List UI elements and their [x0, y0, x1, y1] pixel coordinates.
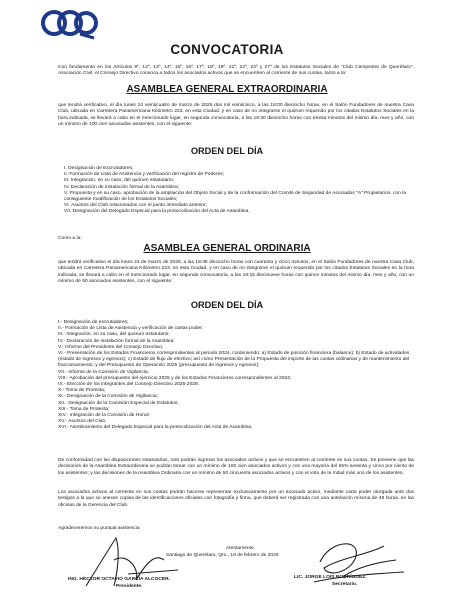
agenda-item: XII.- Designación de la Comisión Especial de Estatutos; [58, 400, 179, 406]
agenda-item: VII. Designación del Delegado Especial para la protocolización del Acta de Asamblea. [64, 209, 250, 215]
club-logo-icon [40, 6, 98, 40]
signatory-president-role: Presidente. [116, 584, 143, 589]
agenda-item: II. Formación de Lista de Asistencia y verificación del registro de Poderes; [64, 172, 225, 178]
closing-place-date: Santiago de Querétaro, Qro., 19 de febrero de 2025 [166, 553, 279, 558]
conformidad-paragraph: De conformidad con las disposiciones estatutarias, solo podrán ingresar los asociados activos y que se encuentren al corriente en sus cuotas. Se previene que las decisiones de la Asamblea Extraordinaria se podrán tomar con un mínimo de 100 cien asociados activos y con una mayoría del 65% sesenta y cinco por ciento de los asistentes; y las decisiones de la Asamblea Ordinaria con un mínimo de 50 cincuenta asociados activos y con el voto de la mitad más uno de los asistentes. [58, 458, 414, 476]
ordinaria-agenda-title: ORDEN DEL DÍA [190, 300, 264, 310]
agenda-item: II.- Formación de Lista de Asistencia y verificación de cartas poder; [58, 326, 204, 332]
signatory-president-name: ING. HÉCTOR OCTAVIO GARCÍA ALCOCER. [68, 577, 171, 582]
agenda-item: I.- Designación de escrutadores; [58, 320, 129, 325]
representacion-paragraph: Los asociados activos al corriente en sus cuotas podrán hacerse representar exclusivamente por un asociado activo, mediante carta poder otorgada ante dos testigos a la que se anexen copias de las identificaciones oficiales con fotografía y firma, que deberá ser registrada con una antelación mínima de 48 horas, en las oficinas de la Gerencia del Club. [58, 490, 414, 508]
agenda-item: VI. Asuntos del Club relacionados con el punto inmediato anterior; [64, 203, 208, 209]
agenda-item: IV.- Declaración de instalación formal de la Asamblea; [58, 338, 175, 344]
agenda-item: VIII.- Aprobación del presupuesto del ejercicio 2025 y de los Estados Financieros correspondientes al 2024; [58, 375, 292, 381]
intro-paragraph: Con fundamento en los Artículos 9º, 12º, 13º, 14º, 15º, 16º, 17º, 18º, 19º, 21º, 22º, 23º y 27º de los Estatutos Sociales de "Club Campestre de Querétaro", Asociación Civil, el Consejo Directivo convoca a todos los asociados activos que se encuentren al corriente de sus cuotas, tanto a la: [58, 65, 414, 77]
agenda-item: XIV.- Integración de la Comisión de Honor; [58, 413, 151, 419]
agenda-item: XV.- Asuntos del Club. [58, 419, 107, 425]
agenda-item: V.- Informe del Presidente del Consejo Directivo; [58, 344, 164, 350]
agenda-item: IX.- Elección de los integrantes del Consejo Directivo 2025-2028; [58, 382, 200, 388]
extraordinaria-agenda-title: ORDEN DEL DÍA [190, 146, 264, 156]
ordinaria-heading: ASAMBLEA GENERAL ORDINARIA [143, 243, 311, 254]
agenda-item: VI.- Presentación de los Estados Financieros correspondientes al periodo 2024, conteniendo: a) Estado de posición financiera (balance); b) Estado de actividades (estado de ingresos y egresos); c) Estado de flujo de efectivo; así como Presentación de la Propuesta del importe de las cuotas ordinarias y de mantenimiento del fraccionamiento; y del Presupuesto de Operación 2025 (presupuesto de ingresos y egresos); [58, 351, 410, 369]
signatory-secretary-role: Secretario. [332, 582, 358, 587]
agenda-item: IV. Declaración de instalación formal de la Asamblea; [64, 184, 180, 190]
extraordinaria-agenda [64, 166, 414, 216]
agenda-item: III. Integración, en su caso, del quórum estatutario; [64, 178, 175, 184]
page-title: CONVOCATORIA [170, 42, 284, 57]
agenda-item: V. Propuesta y en su caso, aprobación de la ampliación del Objeto Social y de la conformación del Comité de Seguridad de Asociados "A" Propietarios, con la consiguiente modificación de los Estatutos Sociales; [64, 190, 407, 203]
ordinaria-body: que tendrá verificativo el día lunes 24 de marzo de 2025, a las 18:45 dieciocho horas con cuarenta y cinco minutos, en el Salón Fundadores de nuestra Casa Club, ubicada en Carretera Panamericana Kilómetro 223, en esta Ciudad, y en caso de no integrarse el quórum requerido por los citados Estatutos Sociales en la hora indicada, se llevará a cabo en el mencionado lugar, en segunda convocatoria, a las 19:15 diecinueve horas con quince minutos del mismo día, mes y año, con un mínimo de 50 asociados asistentes, con el siguiente: [58, 260, 414, 285]
agenda-item: XI.- Designación de la Comisión de Vigilancia; [58, 394, 158, 400]
agenda-item: XVI.- Nombramiento del Delegado Especial para la protocolización del Acta de Asamblea. [58, 425, 253, 431]
agenda-item: X.- Toma de Protesta; [58, 388, 106, 394]
agenda-item: III.- Integración, en su caso, del quórum estatutario; [58, 332, 170, 338]
agenda-item: VII.- Informe de la Comisión de Vigilancia; [58, 369, 149, 375]
como-a-la-label: Como a la: [58, 236, 82, 241]
agradecimiento-text: Agradeceremos su puntual asistencia [58, 526, 140, 531]
extraordinaria-heading: ASAMBLEA GENERAL EXTRAORDINARIA [126, 84, 328, 95]
agenda-item: XIII.- Toma de Protesta; [58, 406, 110, 412]
agenda-item: I. Designación de Escrutadores; [64, 166, 134, 171]
closing-salutation: Atentamente. [226, 546, 256, 551]
signatory-secretary-name: LIC. JORGE LOIS RODRÍGUEZ. [294, 575, 367, 580]
extraordinaria-body: que tendrá verificativo, el día lunes 24 veinticuatro de marzo de 2025 dos mil veinticinco, a las 18:00 dieciocho horas, en el Salón Fundadores de nuestra Casa Club, ubicada en Carretera Panamericana Kilómetro 223, en esta Ciudad, y en caso de no integrarse el quórum requerido por los citados Estatutos Sociales en la hora indicada, se llevará a cabo en el mencionado lugar, en segunda convocatoria, a las 18:30 dieciocho horas con treinta minutos del mismo día, mes y año, con un mínimo de 100 cien asociados asistentes, con el siguiente: [58, 103, 414, 128]
ordinaria-agenda [58, 320, 414, 432]
